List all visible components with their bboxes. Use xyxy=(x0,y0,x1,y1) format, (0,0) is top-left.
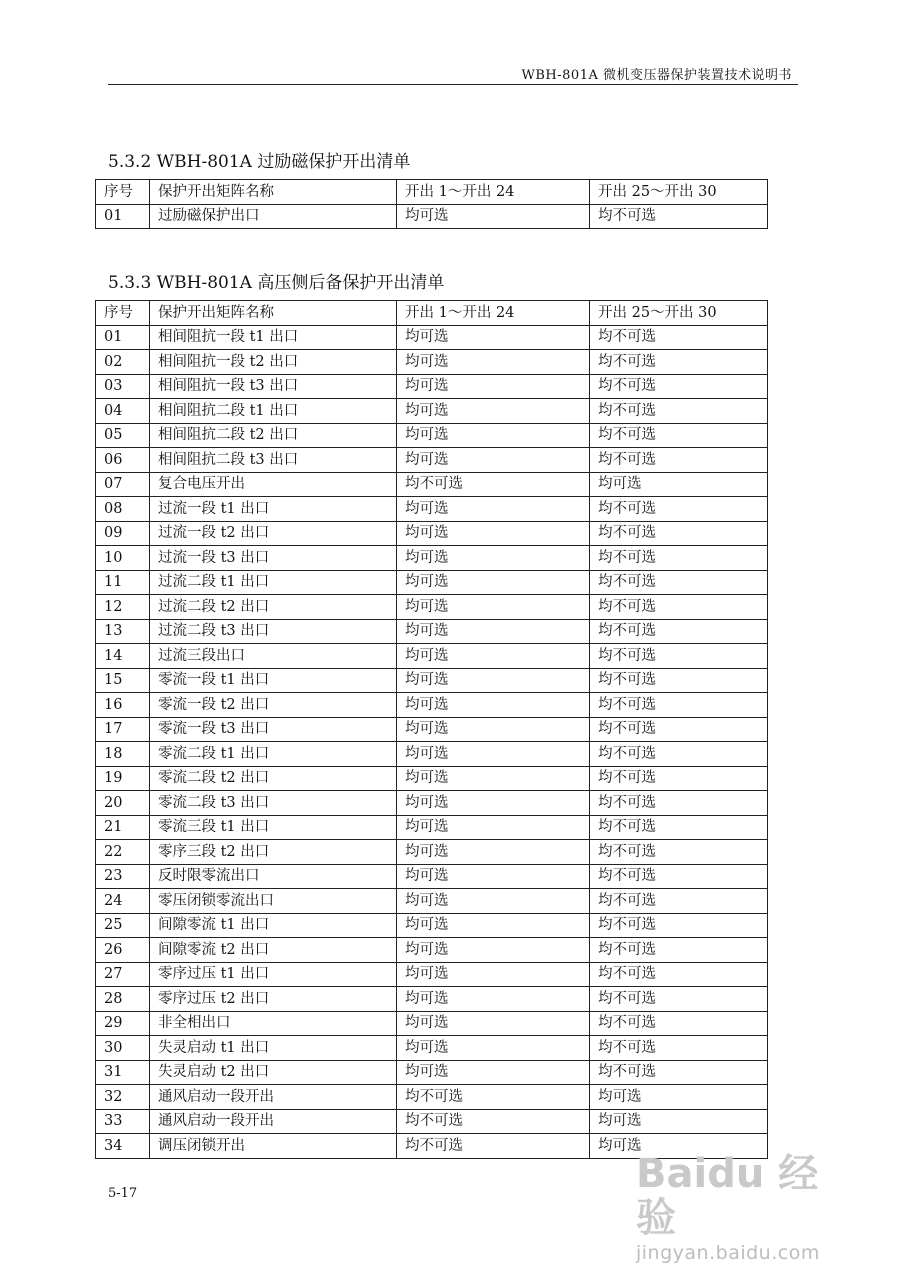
output-25-30-cell: 均不可选 xyxy=(590,1036,768,1061)
output-25-30-cell: 均不可选 xyxy=(590,350,768,375)
output-25-30-cell: 均可选 xyxy=(590,1085,768,1110)
name-cell: 过励磁保护出口 xyxy=(150,204,397,229)
name-cell: 过流一段 t3 出口 xyxy=(150,546,397,571)
name-cell: 零流二段 t2 出口 xyxy=(150,766,397,791)
row-number-cell: 25 xyxy=(96,913,150,938)
row-number-cell: 17 xyxy=(96,717,150,742)
table-row xyxy=(96,497,768,522)
name-cell: 调压闭锁开出 xyxy=(150,1134,397,1159)
name-cell: 相间阻抗一段 t3 出口 xyxy=(150,374,397,399)
output-1-24-cell: 均可选 xyxy=(397,619,590,644)
output-1-24-cell: 均可选 xyxy=(397,350,590,375)
name-cell: 复合电压开出 xyxy=(150,472,397,497)
table-row xyxy=(96,668,768,693)
table-row xyxy=(96,350,768,375)
name-cell: 相间阻抗二段 t2 出口 xyxy=(150,423,397,448)
table-row xyxy=(96,889,768,914)
row-number-cell: 27 xyxy=(96,962,150,987)
name-cell: 间隙零流 t2 出口 xyxy=(150,938,397,963)
name-cell: 通风启动一段开出 xyxy=(150,1085,397,1110)
output-1-24-cell: 均可选 xyxy=(397,1036,590,1061)
output-1-24-cell: 均可选 xyxy=(397,1011,590,1036)
output-25-30-cell: 均不可选 xyxy=(590,766,768,791)
table-header-row xyxy=(96,301,768,326)
output-1-24-cell: 均可选 xyxy=(397,962,590,987)
row-number-cell: 13 xyxy=(96,619,150,644)
row-number-cell: 03 xyxy=(96,374,150,399)
output-1-24-cell: 均可选 xyxy=(397,766,590,791)
output-1-24-cell: 均可选 xyxy=(397,1060,590,1085)
output-1-24-cell: 均可选 xyxy=(397,693,590,718)
row-number-cell: 29 xyxy=(96,1011,150,1036)
row-number-cell: 07 xyxy=(96,472,150,497)
row-number-cell: 30 xyxy=(96,1036,150,1061)
table-row xyxy=(96,374,768,399)
row-number-cell: 32 xyxy=(96,1085,150,1110)
output-25-30-cell: 均不可选 xyxy=(590,399,768,424)
table-row xyxy=(96,1085,768,1110)
name-cell: 过流二段 t3 出口 xyxy=(150,619,397,644)
row-number-cell: 19 xyxy=(96,766,150,791)
output-1-24-cell: 均可选 xyxy=(397,325,590,350)
row-number-cell: 05 xyxy=(96,423,150,448)
output-25-30-cell: 均不可选 xyxy=(590,644,768,669)
name-cell: 零流二段 t1 出口 xyxy=(150,742,397,767)
output-1-24-cell: 均可选 xyxy=(397,423,590,448)
row-number-cell: 12 xyxy=(96,595,150,620)
output-1-24-cell: 均可选 xyxy=(397,742,590,767)
header-cell: 序号 xyxy=(96,301,150,326)
row-number-cell: 09 xyxy=(96,521,150,546)
output-25-30-cell: 均不可选 xyxy=(590,987,768,1012)
name-cell: 相间阻抗一段 t2 出口 xyxy=(150,350,397,375)
output-1-24-cell: 均可选 xyxy=(397,717,590,742)
table-row xyxy=(96,1109,768,1134)
row-number-cell: 01 xyxy=(96,204,150,229)
output-1-24-cell: 均可选 xyxy=(397,938,590,963)
output-25-30-cell: 均不可选 xyxy=(590,595,768,620)
output-1-24-cell: 均不可选 xyxy=(397,472,590,497)
row-number-cell: 04 xyxy=(96,399,150,424)
header-cell: 开出 25～开出 30 xyxy=(590,180,768,205)
output-1-24-cell: 均可选 xyxy=(397,497,590,522)
name-cell: 非全相出口 xyxy=(150,1011,397,1036)
row-number-cell: 21 xyxy=(96,815,150,840)
output-25-30-cell: 均不可选 xyxy=(590,204,768,229)
header-cell: 开出 1～开出 24 xyxy=(397,301,590,326)
output-1-24-cell: 均不可选 xyxy=(397,1085,590,1110)
table-row xyxy=(96,717,768,742)
output-25-30-cell: 均不可选 xyxy=(590,521,768,546)
header-cell: 序号 xyxy=(96,180,150,205)
name-cell: 相间阻抗一段 t1 出口 xyxy=(150,325,397,350)
output-1-24-cell: 均可选 xyxy=(397,668,590,693)
name-cell: 零流二段 t3 出口 xyxy=(150,791,397,816)
table-row xyxy=(96,938,768,963)
output-25-30-cell: 均不可选 xyxy=(590,1060,768,1085)
row-number-cell: 10 xyxy=(96,546,150,571)
table-row xyxy=(96,913,768,938)
output-25-30-cell: 均不可选 xyxy=(590,619,768,644)
output-25-30-cell: 均不可选 xyxy=(590,840,768,865)
output-1-24-cell: 均不可选 xyxy=(397,1109,590,1134)
row-number-cell: 33 xyxy=(96,1109,150,1134)
output-25-30-cell: 均不可选 xyxy=(590,374,768,399)
name-cell: 失灵启动 t2 出口 xyxy=(150,1060,397,1085)
table-header-row xyxy=(96,180,768,205)
row-number-cell: 34 xyxy=(96,1134,150,1159)
section-heading-5-3-3: 5.3.3 WBH-801A 高压侧后备保护开出清单 xyxy=(108,273,445,293)
row-number-cell: 11 xyxy=(96,570,150,595)
row-number-cell: 28 xyxy=(96,987,150,1012)
table-row xyxy=(96,766,768,791)
output-25-30-cell: 均可选 xyxy=(590,472,768,497)
output-1-24-cell: 均可选 xyxy=(397,840,590,865)
output-1-24-cell: 均不可选 xyxy=(397,1134,590,1159)
table-row xyxy=(96,791,768,816)
name-cell: 相间阻抗二段 t1 出口 xyxy=(150,399,397,424)
table-row xyxy=(96,864,768,889)
table-row xyxy=(96,815,768,840)
row-number-cell: 18 xyxy=(96,742,150,767)
header-cell: 开出 1～开出 24 xyxy=(397,180,590,205)
output-25-30-cell: 均不可选 xyxy=(590,693,768,718)
output-25-30-cell: 均不可选 xyxy=(590,791,768,816)
header-cell: 开出 25～开出 30 xyxy=(590,301,768,326)
table-row xyxy=(96,1036,768,1061)
output-1-24-cell: 均可选 xyxy=(397,521,590,546)
row-number-cell: 02 xyxy=(96,350,150,375)
row-number-cell: 23 xyxy=(96,864,150,889)
output-25-30-cell: 均可选 xyxy=(590,1134,768,1159)
table-row xyxy=(96,742,768,767)
output-25-30-cell: 均不可选 xyxy=(590,742,768,767)
name-cell: 零序过压 t2 出口 xyxy=(150,987,397,1012)
output-25-30-cell: 均不可选 xyxy=(590,815,768,840)
output-25-30-cell: 均不可选 xyxy=(590,448,768,473)
name-cell: 零序三段 t2 出口 xyxy=(150,840,397,865)
name-cell: 过流一段 t2 出口 xyxy=(150,521,397,546)
output-1-24-cell: 均可选 xyxy=(397,791,590,816)
table-hv-backup xyxy=(95,300,768,1159)
page-number: 5-17 xyxy=(108,1186,138,1201)
table-row xyxy=(96,521,768,546)
name-cell: 相间阻抗二段 t3 出口 xyxy=(150,448,397,473)
row-number-cell: 06 xyxy=(96,448,150,473)
watermark-logo: Baidu 经验 xyxy=(636,1151,819,1241)
header-cell: 保护开出矩阵名称 xyxy=(150,180,397,205)
header-title: WBH-801A 微机变压器保护装置技术说明书 xyxy=(521,68,792,83)
table-row xyxy=(96,962,768,987)
output-1-24-cell: 均可选 xyxy=(397,889,590,914)
row-number-cell: 22 xyxy=(96,840,150,865)
name-cell: 零流一段 t3 出口 xyxy=(150,717,397,742)
table-row xyxy=(96,325,768,350)
section-heading-5-3-2: 5.3.2 WBH-801A 过励磁保护开出清单 xyxy=(108,152,411,172)
table-row xyxy=(96,1011,768,1036)
name-cell: 零流一段 t2 出口 xyxy=(150,693,397,718)
name-cell: 失灵启动 t1 出口 xyxy=(150,1036,397,1061)
output-25-30-cell: 均不可选 xyxy=(590,668,768,693)
baidu-jingyan-watermark xyxy=(636,1151,846,1264)
table-row xyxy=(96,595,768,620)
output-25-30-cell: 均可选 xyxy=(590,1109,768,1134)
table-row xyxy=(96,423,768,448)
watermark-url: jingyan.baidu.com xyxy=(636,1242,820,1264)
name-cell: 通风启动一段开出 xyxy=(150,1109,397,1134)
name-cell: 过流一段 t1 出口 xyxy=(150,497,397,522)
table-row xyxy=(96,693,768,718)
header-cell: 保护开出矩阵名称 xyxy=(150,301,397,326)
row-number-cell: 08 xyxy=(96,497,150,522)
output-25-30-cell: 均不可选 xyxy=(590,864,768,889)
row-number-cell: 31 xyxy=(96,1060,150,1085)
table-row xyxy=(96,472,768,497)
output-1-24-cell: 均可选 xyxy=(397,448,590,473)
output-25-30-cell: 均不可选 xyxy=(590,962,768,987)
output-1-24-cell: 均可选 xyxy=(397,570,590,595)
output-1-24-cell: 均可选 xyxy=(397,204,590,229)
name-cell: 零流一段 t1 出口 xyxy=(150,668,397,693)
table-row xyxy=(96,987,768,1012)
output-25-30-cell: 均不可选 xyxy=(590,1011,768,1036)
output-25-30-cell: 均不可选 xyxy=(590,423,768,448)
output-1-24-cell: 均可选 xyxy=(397,864,590,889)
name-cell: 零压闭锁零流出口 xyxy=(150,889,397,914)
name-cell: 零序过压 t1 出口 xyxy=(150,962,397,987)
table-row xyxy=(96,448,768,473)
table-row xyxy=(96,546,768,571)
table-overexcitation xyxy=(95,179,768,229)
name-cell: 过流三段出口 xyxy=(150,644,397,669)
table-row xyxy=(96,204,768,229)
output-25-30-cell: 均不可选 xyxy=(590,325,768,350)
table-row xyxy=(96,399,768,424)
row-number-cell: 14 xyxy=(96,644,150,669)
output-1-24-cell: 均可选 xyxy=(397,595,590,620)
row-number-cell: 26 xyxy=(96,938,150,963)
table-row xyxy=(96,1060,768,1085)
row-number-cell: 15 xyxy=(96,668,150,693)
name-cell: 间隙零流 t1 出口 xyxy=(150,913,397,938)
name-cell: 过流二段 t1 出口 xyxy=(150,570,397,595)
output-25-30-cell: 均不可选 xyxy=(590,497,768,522)
output-25-30-cell: 均不可选 xyxy=(590,938,768,963)
table-row xyxy=(96,570,768,595)
output-25-30-cell: 均不可选 xyxy=(590,889,768,914)
output-25-30-cell: 均不可选 xyxy=(590,913,768,938)
table-row xyxy=(96,644,768,669)
output-25-30-cell: 均不可选 xyxy=(590,546,768,571)
output-1-24-cell: 均可选 xyxy=(397,546,590,571)
row-number-cell: 24 xyxy=(96,889,150,914)
output-1-24-cell: 均可选 xyxy=(397,399,590,424)
output-1-24-cell: 均可选 xyxy=(397,815,590,840)
output-1-24-cell: 均可选 xyxy=(397,374,590,399)
output-25-30-cell: 均不可选 xyxy=(590,570,768,595)
output-1-24-cell: 均可选 xyxy=(397,644,590,669)
output-1-24-cell: 均可选 xyxy=(397,913,590,938)
output-25-30-cell: 均不可选 xyxy=(590,717,768,742)
name-cell: 零流三段 t1 出口 xyxy=(150,815,397,840)
table-row xyxy=(96,619,768,644)
table-row xyxy=(96,840,768,865)
row-number-cell: 01 xyxy=(96,325,150,350)
name-cell: 过流二段 t2 出口 xyxy=(150,595,397,620)
row-number-cell: 16 xyxy=(96,693,150,718)
row-number-cell: 20 xyxy=(96,791,150,816)
name-cell: 反时限零流出口 xyxy=(150,864,397,889)
output-1-24-cell: 均可选 xyxy=(397,987,590,1012)
header-rule xyxy=(108,84,798,85)
